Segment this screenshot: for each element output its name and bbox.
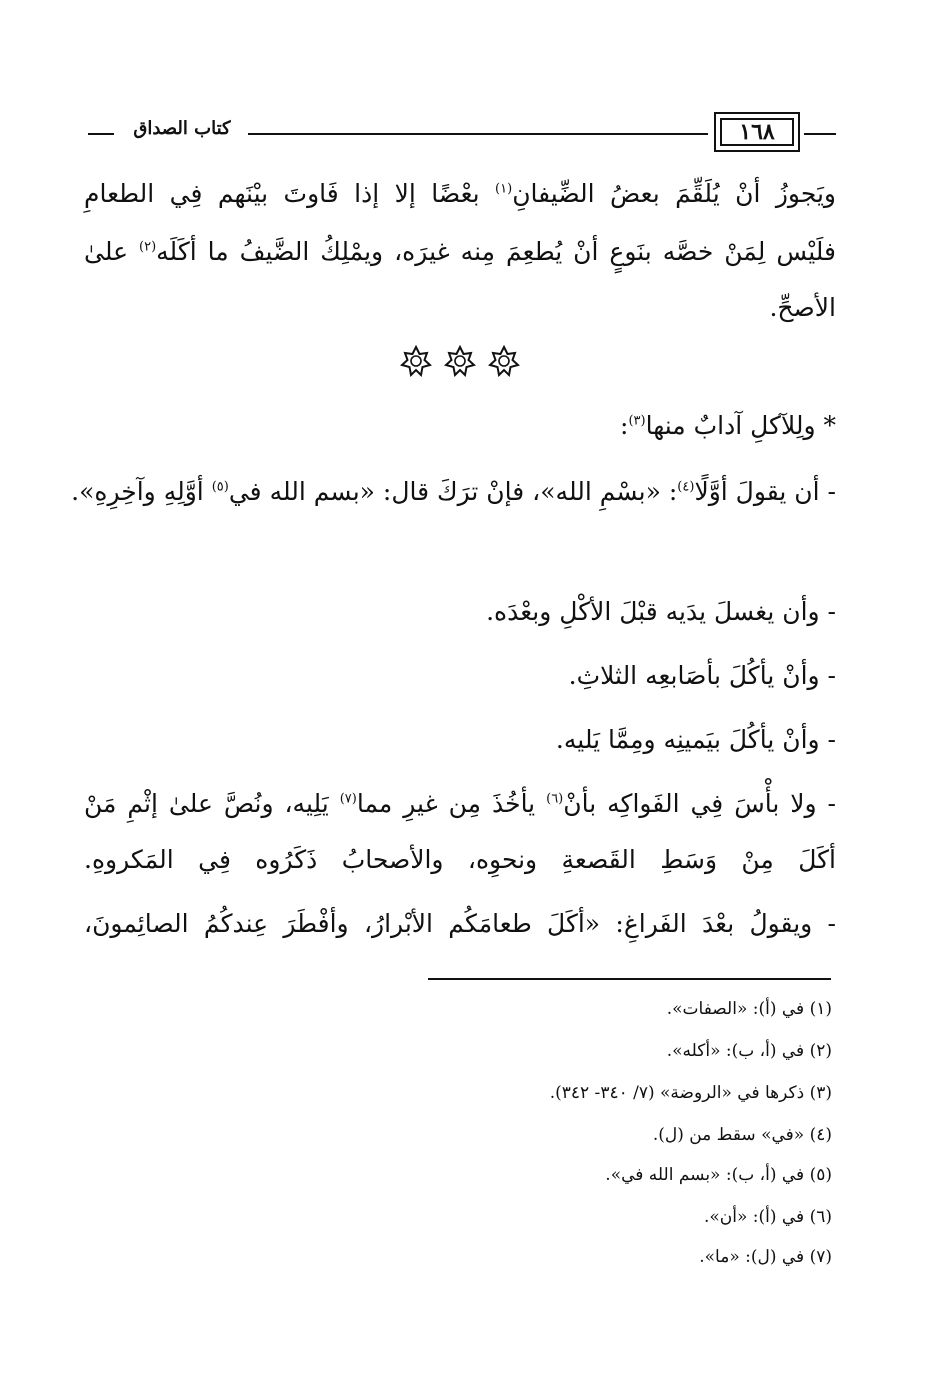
section-divider (400, 344, 520, 378)
footnote-marker: (٣) (628, 413, 646, 429)
footnote-marker: (٥) (211, 479, 229, 495)
page-number-frame (714, 112, 800, 152)
footnote: (٣) ذكرها في «الروضة» (٧/ ٣٤٠- ٣٤٢). (549, 1083, 832, 1103)
footnote-separator (428, 978, 831, 980)
ornament-star-icon (444, 345, 476, 377)
footnote-marker: (٤) (677, 479, 695, 495)
header-rule-right (804, 133, 836, 135)
text-span: فلَيْس لِمَنْ خصَّه بنَوعٍ أنْ يُطعِمَ مِنه غيرَه، ويمْلِكُ الضَّيفُ ما أكَلَه (156, 237, 836, 266)
footnote: (٦) في (أ): «أن». (703, 1207, 832, 1227)
text-line (84, 232, 836, 272)
text-line (84, 784, 836, 824)
footnote-marker: (١) (495, 181, 513, 197)
footnote-marker: (٦) (546, 791, 564, 807)
footnote: (٤) «في» سقط من (ل). (652, 1125, 832, 1145)
header-rule-middle (248, 133, 708, 135)
page-header (88, 112, 836, 156)
footnote: (٧) في (ل): «ما». (699, 1247, 832, 1267)
text-span: * ولِلآكلِ آدابٌ منها (645, 411, 836, 440)
footnote: (٢) في (أ، ب): «أكله». (666, 1041, 832, 1061)
text-span: علىٰ (84, 237, 140, 266)
ornament-star-icon (400, 345, 432, 377)
text-span: - أن يقولَ أوَّلًا (694, 477, 836, 506)
ornament-star-icon (488, 345, 520, 377)
text-line: أكَلَ مِنْ وَسَطِ القَصعةِ ونحوِه، والأصحابُ ذَكَرُوه فِي المَكروهِ. (84, 845, 836, 874)
footnote-marker: (٧) (339, 791, 357, 807)
text-span: يأخُذَ مِن غيرِ مما (356, 789, 547, 818)
text-span: : (620, 411, 629, 440)
text-line (620, 406, 836, 446)
text-line: - ويقولُ بعْدَ الفَراغِ: «أكَلَ طعامَكُم الأبْرارُ، وأفْطَرَ عِندكُمُ الصائِمونَ، (84, 909, 836, 938)
text-span: : «بسْمِ الله»، فإنْ ترَكَ قال: «بسم الله في (228, 477, 678, 506)
page-number: ١٦٨ (739, 119, 775, 145)
header-rule-left (88, 133, 114, 135)
text-line (84, 174, 836, 214)
running-title: كتاب الصداق (133, 118, 231, 139)
text-span: - ولا بأْسَ فِي الفَواكِه بأنْ (563, 789, 837, 818)
text-span: يَلِيه، ونُصَّ علىٰ إثْمِ مَنْ (84, 789, 340, 818)
text-line: الأصحِّ. (769, 293, 836, 322)
footnote: (٥) في (أ، ب): «بسم الله في». (605, 1165, 832, 1185)
text-line (71, 472, 836, 512)
text-line: - وأن يغسلَ يدَيه قبْلَ الأكْلِ وبعْدَه. (486, 597, 836, 626)
text-span: ويَجوزُ أنْ يُلَقِّمَ بعضُ الضِّيفانِ (512, 179, 836, 208)
footnote: (١) في (أ): «الصفات». (666, 999, 832, 1019)
text-line: - وأنْ يأكُلَ بأصَابعِه الثلاثِ. (568, 661, 836, 690)
text-span: أوَّلِهِ وآخِرِهِ». (71, 477, 212, 506)
text-line: - وأنْ يأكُلَ بيَمينِه ومِمَّا يَليه. (555, 725, 836, 754)
text-span: بعْضًا إلا إذا فَاوتَ بيْنَهم فِي الطعامِ (84, 179, 496, 208)
footnote-marker: (٢) (139, 239, 157, 255)
